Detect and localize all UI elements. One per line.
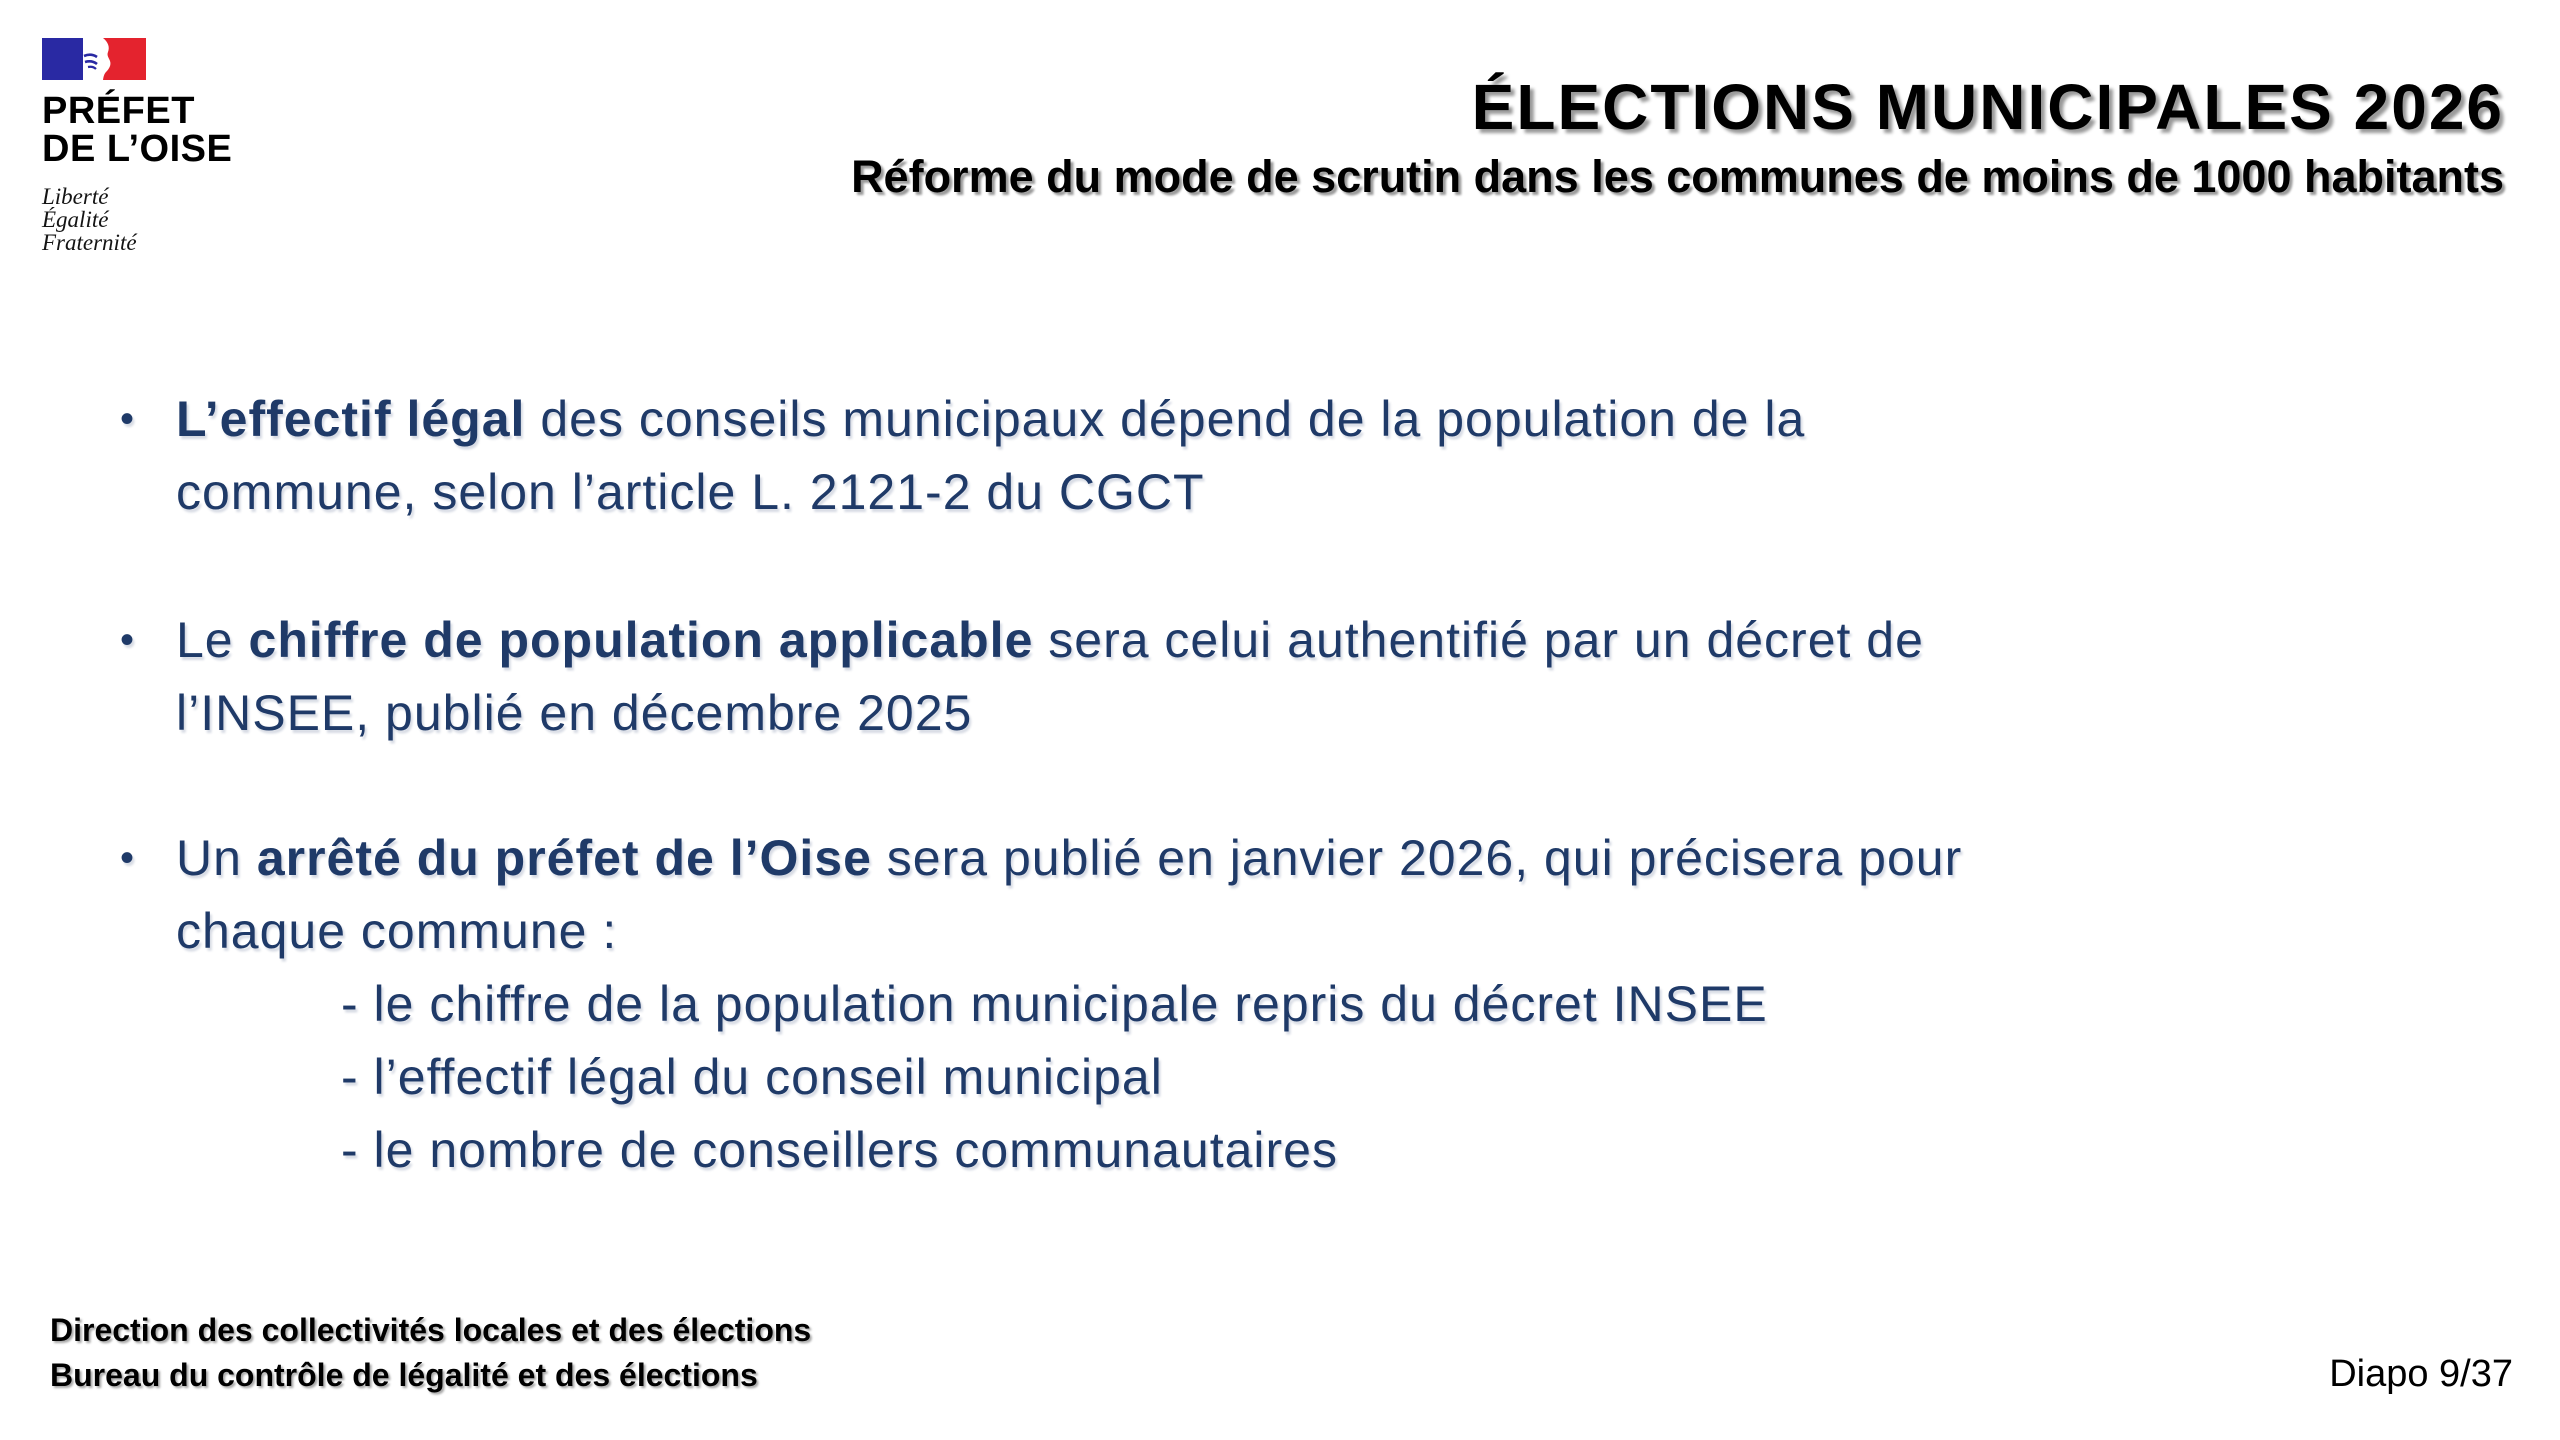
bullet-dot-icon: • — [120, 836, 136, 880]
bullet-text — [176, 604, 2520, 750]
slide-header — [851, 70, 2504, 202]
motto-egalite: Égalité — [42, 207, 109, 232]
bullet-chiffre-population — [120, 604, 2520, 750]
marianne-flag-icon — [42, 38, 146, 80]
slide-subtitle: Réforme du mode de scrutin dans les communes de moins de 1000 habitants — [851, 151, 2504, 202]
slide-title: ÉLECTIONS MUNICIPALES 2026 — [1471, 71, 2504, 143]
bold-segment: arrêté du préfet de l’Oise — [256, 830, 872, 886]
logo-agency-line1: PRÉFET — [42, 90, 195, 132]
motto-liberte: Liberté — [42, 184, 109, 209]
logo-motto — [42, 185, 302, 254]
bullet-line: l’INSEE, publié en décembre 2025 — [176, 685, 973, 741]
bullet-dot-icon: • — [120, 618, 136, 662]
text-segment: sera celui authentifié par un décret de — [1033, 612, 1924, 668]
bold-segment: chiffre de population applicable — [248, 612, 1034, 668]
bullet-line: chaque commune : — [176, 903, 618, 959]
bullet-line — [176, 604, 2520, 677]
sub-item-list — [176, 968, 2520, 1187]
text-segment: sera publié en janvier 2026, qui précisera pour — [871, 830, 1963, 886]
text-segment: Un — [176, 830, 257, 886]
footer-bureau: Bureau du contrôle de légalité et des élections — [50, 1357, 758, 1393]
bullet-effectif-legal — [120, 383, 2520, 529]
footer-direction: Direction des collectivités locales et des élections — [50, 1312, 812, 1348]
slide-footer — [50, 1308, 811, 1398]
bullet-arrete-prefet — [120, 822, 2520, 1187]
slide-body — [120, 383, 2520, 1187]
logo-agency-name — [42, 92, 302, 168]
bullet-text — [176, 822, 2520, 1187]
slide-page-number: Diapo 9/37 — [2329, 1353, 2513, 1395]
bullet-text — [176, 383, 2520, 529]
sub-item: - le nombre de conseillers communautaires — [341, 1122, 1338, 1178]
bullet-line — [176, 822, 2520, 895]
logo-agency-line2: DE L’OISE — [42, 128, 233, 170]
sub-item: - l’effectif légal du conseil municipal — [341, 1049, 1163, 1105]
bullet-line: commune, selon l’article L. 2121-2 du CGCT — [176, 464, 1205, 520]
prefecture-logo — [42, 38, 302, 254]
bullet-dot-icon: • — [120, 397, 136, 441]
motto-fraternite: Fraternité — [42, 230, 137, 255]
bullet-line — [176, 383, 2520, 456]
text-segment: des conseils municipaux dépend de la population de la — [525, 391, 1806, 447]
bold-segment: L’effectif légal — [176, 391, 526, 447]
sub-item: - le chiffre de la population municipale repris du décret INSEE — [341, 976, 1768, 1032]
text-segment: Le — [176, 612, 249, 668]
